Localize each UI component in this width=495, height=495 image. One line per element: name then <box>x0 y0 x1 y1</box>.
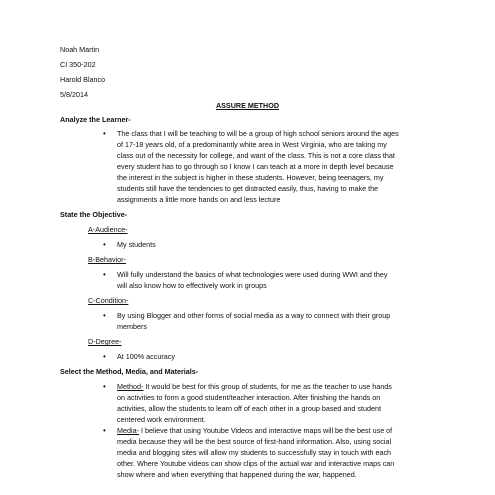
media-text-line: media because they will be the best source of first-hand information. Also, using social <box>117 437 392 446</box>
section-heading-objective: State the Objective- <box>60 210 128 219</box>
bullet-dot: • <box>103 240 106 249</box>
condition-text-line: members <box>117 322 147 331</box>
method-text-line: activities, allow the students to learn off of each other in a group based and student <box>117 404 381 413</box>
instructor-name: Harold Blanco <box>60 75 106 84</box>
media-text-line: other. Where Youtube videos can show clips of the actual war and interactive maps can <box>117 459 395 468</box>
analyze-text-line: The class that I will be teaching to will be a group of high school seniors around the ages <box>117 129 399 138</box>
condition-text-line: By using Blogger and other forms of social media as a way to connect with their group <box>117 311 391 320</box>
method-label: Method- <box>117 382 144 391</box>
condition-label: C-Condition- <box>88 296 129 305</box>
document-date: 5/8/2014 <box>60 90 88 99</box>
analyze-text-line: class out of the necessity for college, and want of the class. This is not a core class that <box>117 151 395 160</box>
bullet-dot: • <box>103 382 106 391</box>
bullet-dot: • <box>103 129 106 138</box>
behavior-text-line: Will fully understand the basics of what technologies were used during WWI and they <box>117 270 388 279</box>
audience-item: My students <box>117 240 156 249</box>
bullet-dot: • <box>103 311 106 320</box>
analyze-text-line: the interest in the subject is higher in these students. However, being teenagers, my <box>117 173 384 182</box>
document-title: ASSURE METHOD <box>215 101 280 110</box>
analyze-text-line: every student has to go through so I know I can teach at a more in depth level because <box>117 162 394 171</box>
media-text-line: media and blogging sites will allow my students to successfully stay in touch with each <box>117 448 392 457</box>
analyze-text-line: of 17-18 years old, of a predominantly white area in West Virginia, who are taking my <box>117 140 387 149</box>
behavior-label: B-Behavior- <box>88 255 126 264</box>
analyze-text-line: students still have the tendencies to get distracted easily, thus, having to make the <box>117 184 379 193</box>
course-code: CI 350-202 <box>60 60 96 69</box>
method-text-line: centered work environment. <box>117 415 206 424</box>
analyze-text-line: assignments a little more hands on and less lecture <box>117 195 281 204</box>
method-text-line: on activities to form a good student/teacher interaction. After finishing the hands on <box>117 393 381 402</box>
media-text-line: show where and when everything that happened during the war, happened. <box>117 470 357 479</box>
method-text: It would be best for this group of students, for me as the teacher to use hands <box>143 382 392 391</box>
media-text-line <box>117 425 392 436</box>
section-heading-analyze: Analyze the Learner- <box>60 115 131 124</box>
media-text: I believe that using Youtube Videos and interactive maps will be the best use of <box>138 426 393 435</box>
method-text-line <box>117 381 392 392</box>
behavior-text-line: will also know how to effectively work in groups <box>117 281 267 290</box>
section-heading-select: Select the Method, Media, and Materials- <box>60 367 199 376</box>
bullet-dot: • <box>103 426 106 435</box>
audience-label: A-Audience- <box>88 225 128 234</box>
author-name: Noah Martin <box>60 45 100 54</box>
degree-label: D-Degree- <box>88 337 122 346</box>
bullet-dot: • <box>103 352 106 361</box>
degree-item: At 100% accuracy <box>117 352 175 361</box>
media-label: Media- <box>117 426 139 435</box>
bullet-dot: • <box>103 270 106 279</box>
